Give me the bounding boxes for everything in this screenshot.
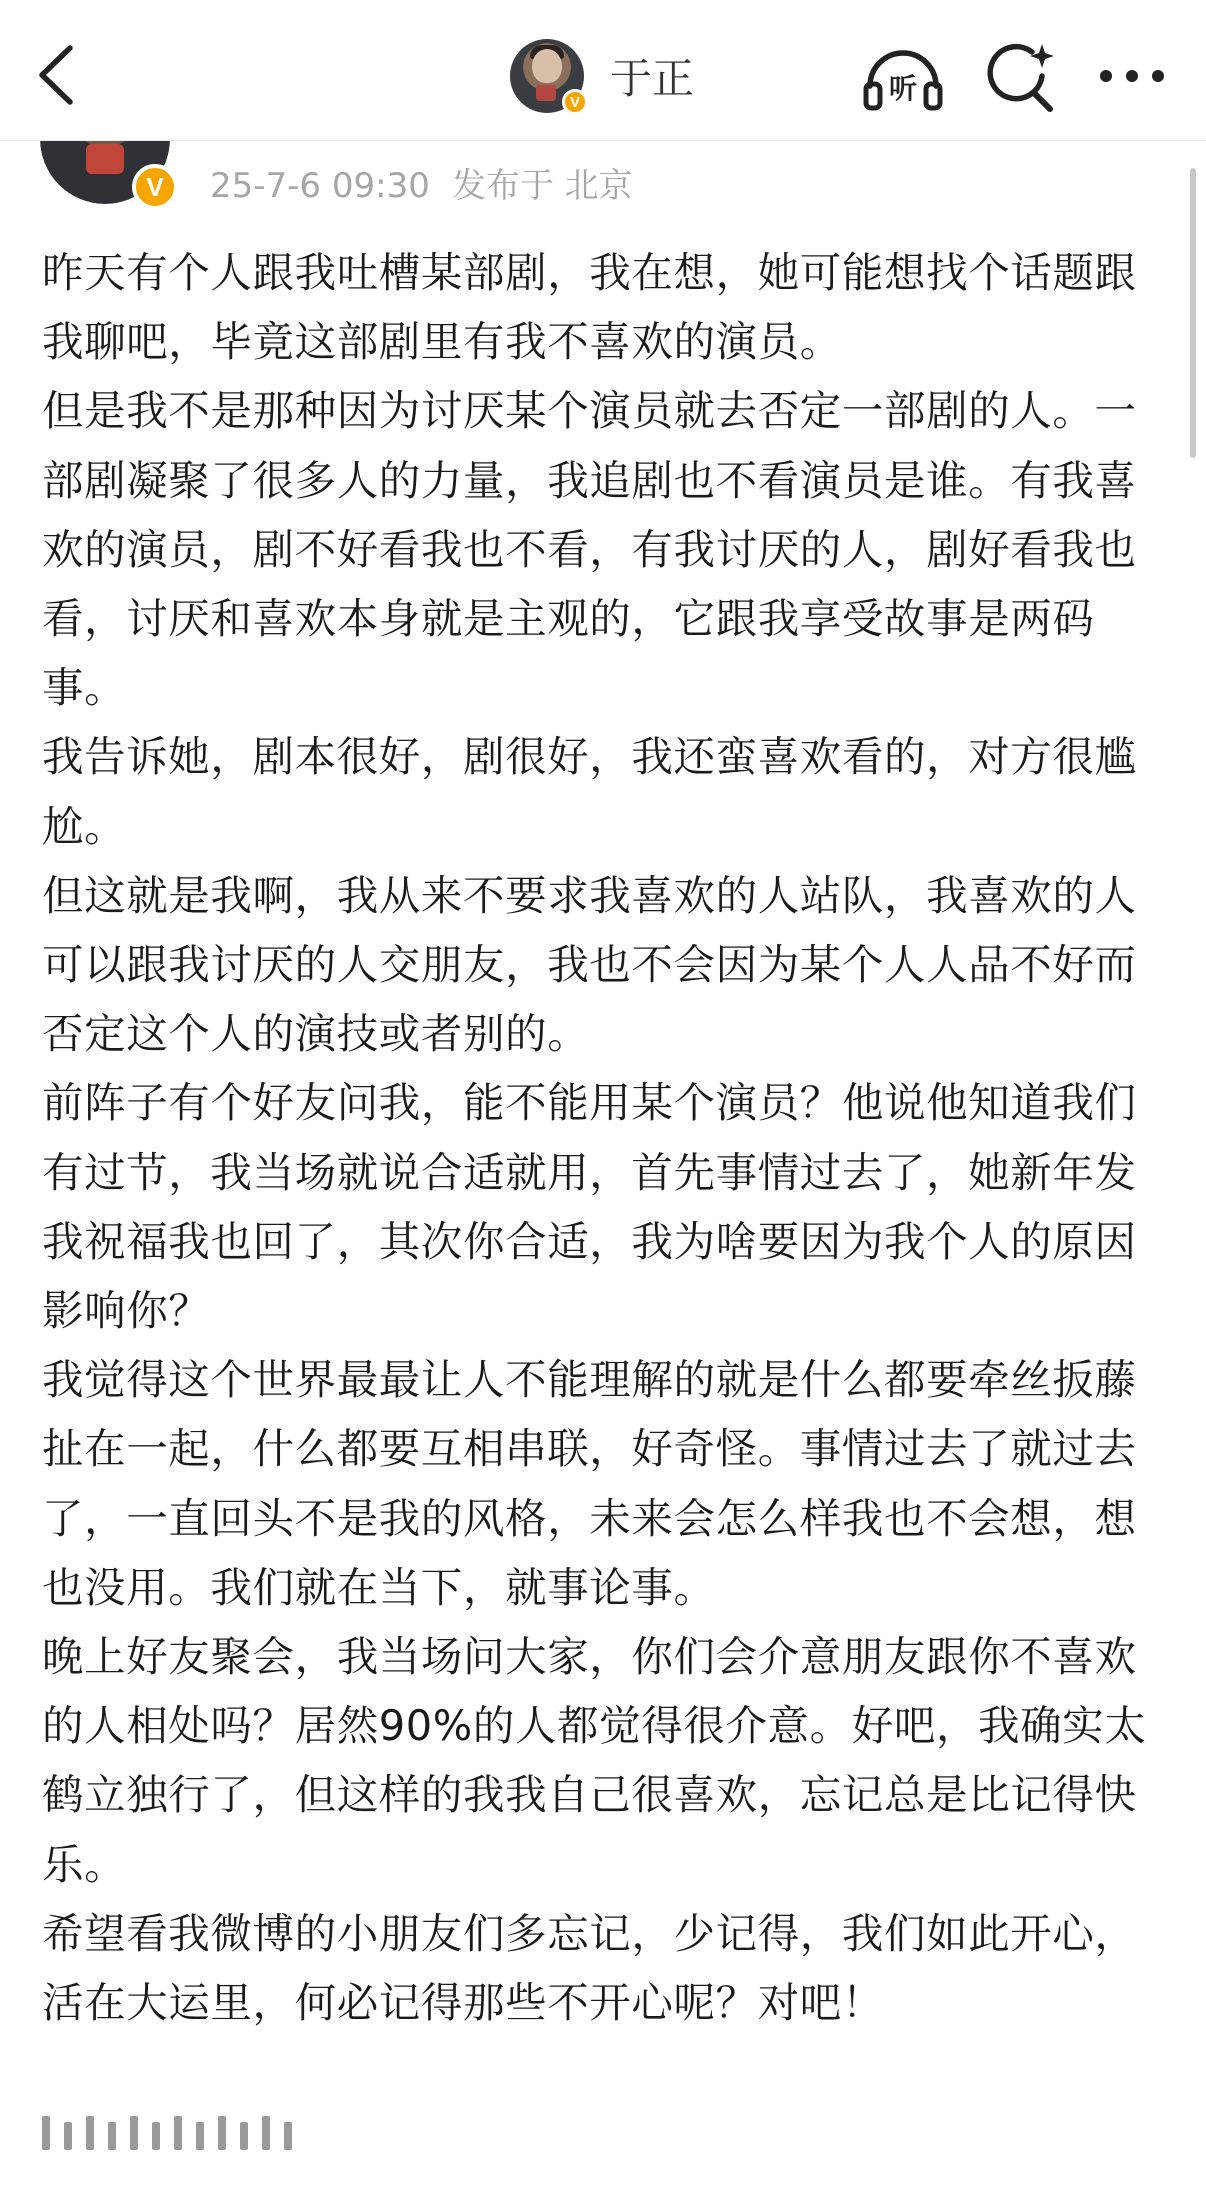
post-content bbox=[42, 238, 1172, 2037]
post-paragraph: 但是我不是那种因为讨厌某个演员就去否定一部剧的人。一部剧凝聚了很多人的力量，我追剧也不看演员是谁。有我喜欢的演员，剧不好看我也不看，有我讨厌的人，剧好看我也看，讨厌和喜欢本身就是主观的，它跟我享受故事是两码事。 bbox=[42, 386, 1137, 713]
post-location: 发布于 北京 bbox=[451, 166, 633, 206]
post-paragraph: 希望看我微博的小朋友们多忘记，少记得，我们如此开心，活在大运里，何必记得那些不开心呢？对吧！ bbox=[42, 1908, 1137, 2028]
header-user[interactable] bbox=[510, 38, 694, 114]
avatar-scarf bbox=[86, 144, 124, 174]
post-paragraph: 我觉得这个世界最最让人不能理解的就是什么都要牵丝扳藤扯在一起，什么都要互相串联，好奇怪。事情过去了就过去了，一直回头不是我的风格，未来会怎么样我也不会想，想也没用。我们就在当下，就事论事。 bbox=[42, 1355, 1137, 1612]
verified-badge-icon: V bbox=[132, 164, 178, 210]
more-button[interactable] bbox=[1092, 46, 1172, 106]
search-sparkle-icon bbox=[980, 38, 1060, 118]
post-meta bbox=[210, 158, 633, 207]
post-paragraph: 晚上好友聚会，我当场问大家，你们会介意朋友跟你不喜欢的人相处吗？居然90%的人都觉得很介意。好吧，我确实太鹤立独行了，但这样的我我自己很喜欢，忘记总是比记得快乐。 bbox=[42, 1632, 1147, 1889]
post-paragraph: 昨天有个人跟我吐槽某部剧，我在想，她可能想找个话题跟我聊吧，毕竟这部剧里有我不喜欢的演员。 bbox=[42, 248, 1137, 367]
search-button[interactable] bbox=[980, 38, 1060, 118]
more-dots-icon bbox=[1092, 46, 1172, 106]
back-button[interactable] bbox=[28, 40, 84, 110]
listen-button[interactable] bbox=[860, 36, 946, 116]
scrollbar[interactable] bbox=[1190, 168, 1196, 458]
post-date: 25-7-6 09:30 bbox=[210, 166, 430, 206]
avatar-scarf bbox=[536, 85, 556, 101]
top-navigation-bar bbox=[0, 0, 1206, 141]
listen-label: 听 bbox=[888, 72, 918, 105]
back-arrow-icon bbox=[36, 44, 76, 106]
post-paragraph: 前阵子有个好友问我，能不能用某个演员？他说他知道我们有过节，我当场就说合适就用，首先事情过去了，她新年发我祝福我也回了，其次你合适，我为啥要因为我个人的原因影响你？ bbox=[42, 1078, 1137, 1336]
header-user-name[interactable]: 于正 bbox=[610, 54, 695, 103]
post-paragraph: 但这就是我啊，我从来不要求我喜欢的人站队，我喜欢的人可以跟我讨厌的人交朋友，我也不会因为某个人人品不好而否定这个人的演技或者别的。 bbox=[42, 870, 1137, 1059]
headphones-icon bbox=[860, 36, 946, 116]
header-avatar[interactable] bbox=[510, 39, 584, 113]
truncated-text-fragment bbox=[42, 2110, 302, 2150]
verified-badge-icon: V bbox=[562, 89, 588, 115]
post-paragraph: 我告诉她，剧本很好，剧很好，我还蛮喜欢看的，对方很尴尬。 bbox=[42, 732, 1137, 851]
avatar-face bbox=[532, 49, 562, 83]
cut-off-content bbox=[42, 2110, 302, 2160]
